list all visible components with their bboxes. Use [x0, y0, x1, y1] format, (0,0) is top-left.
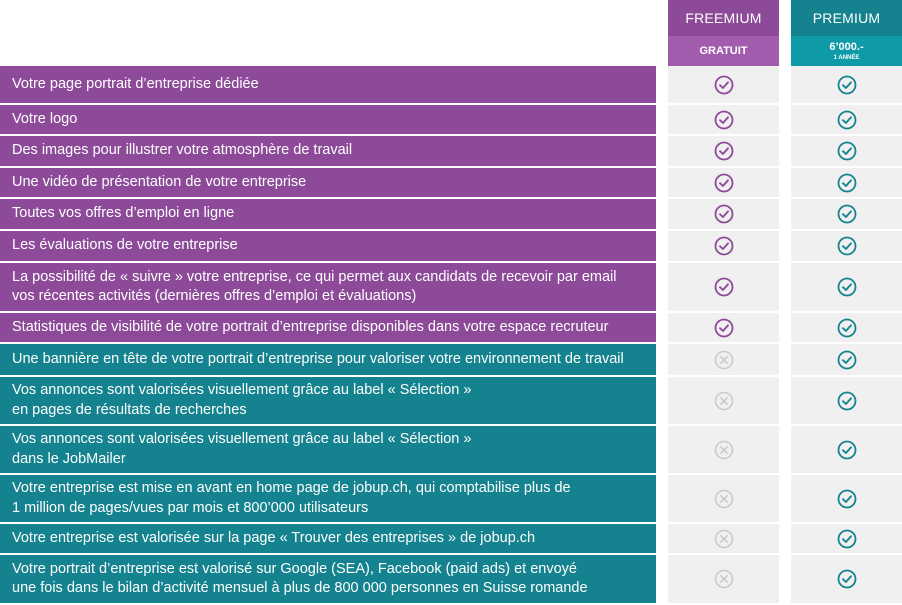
feature-label-text: Votre entreprise est valorisée sur la page « Trouver des entreprises » de jobup.ch [12, 529, 536, 546]
x-circle-icon [714, 350, 734, 370]
freemium-cell [668, 199, 779, 229]
premium-price: 6’000.- [829, 40, 864, 53]
check-circle-icon [714, 75, 734, 95]
check-circle-icon [714, 277, 734, 297]
freemium-cell [668, 66, 779, 103]
freemium-cell [668, 105, 779, 134]
premium-cell [791, 344, 902, 375]
feature-row [0, 263, 902, 313]
check-circle-icon [837, 110, 857, 130]
check-circle-icon [837, 440, 857, 460]
feature-label-text: Les évaluations de votre entreprise [12, 237, 238, 254]
feature-label-line: une fois dans le bilan d’activité mensuel à plus de 800 000 personnes en Suisse romande [12, 580, 588, 596]
feature-label-text: Toutes vos offres d’emploi en ligne [12, 205, 235, 222]
feature-label [0, 105, 656, 134]
freemium-price-badge [668, 36, 779, 66]
feature-label [0, 168, 656, 197]
check-circle-icon [714, 204, 734, 224]
feature-label-text: Votre logo [12, 110, 78, 127]
feature-label-line: dans le JobMailer [12, 450, 126, 467]
check-circle-icon [714, 173, 734, 193]
x-circle-icon [714, 529, 734, 549]
check-circle-icon [714, 110, 734, 130]
premium-cell [791, 313, 902, 342]
check-circle-icon [837, 350, 857, 370]
check-circle-icon [714, 141, 734, 161]
feature-label [0, 555, 656, 603]
feature-label-line: Vos annonces sont valorisées visuellement grâce au label « Sélection » [12, 431, 472, 447]
premium-cell [791, 524, 902, 553]
check-circle-icon [837, 277, 857, 297]
check-circle-icon [837, 489, 857, 509]
check-circle-icon [837, 173, 857, 193]
x-circle-icon [714, 440, 734, 460]
freemium-cell [668, 475, 779, 522]
premium-cell [791, 199, 902, 229]
feature-label [0, 344, 656, 375]
premium-plan-header: PREMIUM [791, 0, 902, 36]
premium-period: 1 ANNÉE [833, 54, 860, 61]
check-circle-icon [837, 391, 857, 411]
freemium-plan-header: FREEMIUM [668, 0, 779, 36]
feature-label-line: Votre entreprise est mise en avant en home page de jobup.ch, qui comptabilise plus de [12, 480, 571, 496]
premium-cell [791, 231, 902, 261]
freemium-cell [668, 344, 779, 375]
premium-cell [791, 105, 902, 134]
check-circle-icon [714, 236, 734, 256]
premium-cell [791, 475, 902, 522]
feature-label-line: Vos annonces sont valorisées visuellement grâce au label « Sélection » [12, 382, 472, 398]
feature-label [0, 475, 656, 522]
freemium-cell [668, 263, 779, 311]
feature-row [0, 66, 902, 105]
feature-label-text: Statistiques de visibilité de votre portrait d’entreprise disponibles dans votre espace recruteur [12, 318, 609, 335]
feature-label [0, 231, 656, 261]
feature-label-text: Une vidéo de présentation de votre entreprise [12, 173, 307, 190]
feature-row [0, 168, 902, 199]
check-circle-icon [837, 318, 857, 338]
feature-label [0, 313, 656, 342]
feature-label-line: La possibilité de « suivre » votre entreprise, ce qui permet aux candidats de recevoir par email [12, 268, 617, 285]
feature-label-line: Votre portrait d’entreprise est valorisé sur Google (SEA), Facebook (paid ads) et envoyé [12, 560, 577, 577]
premium-price-badge [791, 36, 902, 66]
feature-label [0, 136, 656, 166]
freemium-cell [668, 136, 779, 166]
check-circle-icon [837, 569, 857, 589]
premium-cell [791, 168, 902, 197]
check-circle-icon [714, 318, 734, 338]
feature-row [0, 313, 902, 344]
feature-label-text: Des images pour illustrer votre atmosphère de travail [12, 142, 353, 159]
feature-label-line: en pages de résultats de recherches [12, 401, 247, 418]
freemium-price: GRATUIT [699, 44, 748, 57]
feature-label-line: vos récentes activités (dernières offres d’emploi et évaluations) [12, 288, 417, 304]
freemium-cell [668, 377, 779, 424]
feature-row [0, 136, 902, 168]
check-circle-icon [837, 204, 857, 224]
feature-label [0, 377, 656, 424]
freemium-cell [668, 426, 779, 473]
feature-label [0, 66, 656, 103]
check-circle-icon [837, 529, 857, 549]
feature-label-line: 1 million de pages/vues par mois et 800’000 utilisateurs [12, 499, 369, 516]
premium-cell [791, 555, 902, 603]
x-circle-icon [714, 391, 734, 411]
premium-cell [791, 263, 902, 311]
feature-row [0, 105, 902, 136]
feature-label [0, 426, 656, 473]
feature-label [0, 263, 656, 311]
premium-cell [791, 426, 902, 473]
feature-label [0, 524, 656, 553]
x-circle-icon [714, 489, 734, 509]
premium-cell [791, 66, 902, 103]
feature-row [0, 426, 902, 475]
feature-row [0, 377, 902, 426]
premium-cell [791, 136, 902, 166]
feature-row [0, 231, 902, 263]
check-circle-icon [837, 75, 857, 95]
freemium-cell [668, 555, 779, 603]
freemium-cell [668, 231, 779, 261]
feature-row [0, 555, 902, 605]
feature-label-text: Votre page portrait d’entreprise dédiée [12, 75, 259, 92]
feature-label-text: Une bannière en tête de votre portrait d’entreprise pour valoriser votre environnement de travail [12, 350, 624, 367]
x-circle-icon [714, 569, 734, 589]
feature-row [0, 344, 902, 377]
freemium-cell [668, 168, 779, 197]
check-circle-icon [837, 236, 857, 256]
feature-label [0, 199, 656, 229]
check-circle-icon [837, 141, 857, 161]
freemium-cell [668, 524, 779, 553]
feature-row [0, 199, 902, 231]
feature-row [0, 475, 902, 524]
freemium-cell [668, 313, 779, 342]
premium-cell [791, 377, 902, 424]
feature-row [0, 524, 902, 555]
